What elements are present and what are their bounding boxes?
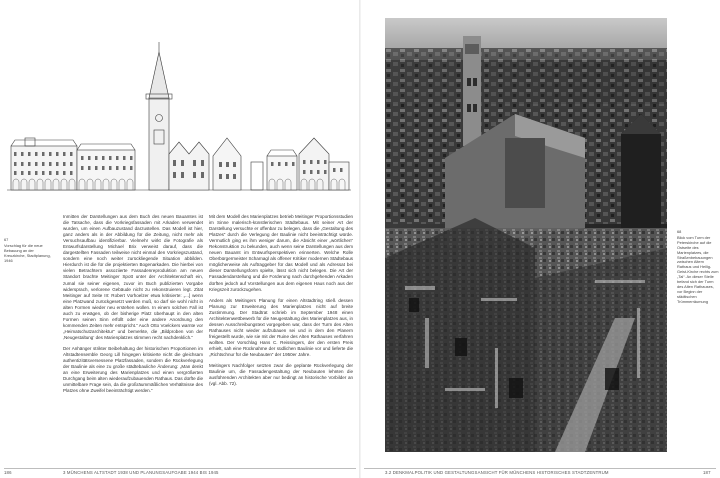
paragraph: Inmitten der Darstellungen aus dem Buch des neuen Bauamtes ist die Tatsache, dass die Vorkriegsfassaden mit Arkaden verwendet wurden, um einen Aufbauzustand darzustellen. Das Modell ist hier, ganz anders als in der Abbildung für die Zeitung, nicht mehr als Versuchsaufbau identifizierbar. Vielmehr wirkt die Fotografie als Entwurfsdarstellung Michael Brix verweist darauf, dass die dargestellten Fassaden teilweise nicht einmal den Vorkriegszustand, sondern eine noch weiter zurückliegende Situation abbilden. Hierdurch ist die für die projektierten Bogenarkaden. Die hierbei von vielen Betrachtern assoziierte Fassadenreproduktion am neuen Standort brachte Meitinger Spott unter der Architektenschaft ein, zumal sie seiner eigenen, zuvor im Buch publizierten Vorgabe widersprach, verlorene Gebäude nicht zu rekonstruieren legt. Zitat Meitinger auf Seite III: Robert Vorhoelzer etwa kritisierte: „...] wenn eine Platzwand zurückgesetzt werden muß, so darf sie wohl nicht in alten Formen wieder neu erstehen wollen. In einem solchen Fall ist auch zu erwägen, ob der bisherige Platz überhaupt in den alten Formen seinen Sinn erfüllt oder eine andere Anordnung den kommenden Zeiten mehr entspricht.“ Auch Otto Voelckers warnte vor „Heimatschutzarchitektur“ und bemerkte, die „Bildproben von der ‚Neugestaltung‘ des Marienplatzes stimmen recht nachdenklich.“ [63, 214, 203, 340]
figure-number-left: 67 [4, 237, 9, 242]
running-footer-right: 3.2 DENKMALPOLITIK UND GESTALTUNGSANSICHT FÜR MÜNCHENS HISTORISCHES STADTZENTRUM [385, 470, 609, 475]
paragraph: Mit dem Modell des Marienplatzes betrieb Meitinger Proportionsstudien im Sinne malerisch-künstlerischen Städtebaus. Mit seiner Art der Darstellung versuchte er offenbar zu belegen, dass die „Gestaltung des Platzes“ durch die Verlegung der Baulinie nicht beeinträchtigt würde. Vermutlich ging es ihm weniger darum, die Absicht einer „wörtlichen“ Rekonstruktion zu bekunden, auch wenn seine Darstellungen aus dem neuen Bauamt im Entwurfsperspektiven erinnerten. Welche Rolle Oberbürgermeister Scharnagl als offener Kritiker modernen Städtebaus möglicherweise als Auftraggeber für das Modell und als Adressat bei dieser Darstellungsform spielte, lässt sich nicht belegen. Die Art der Fassadendarstellung und die Forderung nach durchgehenden Arkaden dürften jedoch auf Vorstellungen aus dem eigenen Haus noch aus der Kriegszeit zurückzugehen. [209, 214, 353, 292]
page-number-left: 186 [4, 470, 12, 475]
figure-caption-left-text: Vorschlag für die neue Bebauung an der Kreuzkirche, Stadtplanung, 1946 [4, 242, 51, 263]
book-gutter [359, 0, 361, 478]
figure-caption-right-text: Blick vom Turm der Peterskirche auf die Ostseite des Marienplatzes, die Straßenbebauungen zwischen Altem Rathaus und Heilig-Geist-Kirche rechts zum „Tal“. An dieser Stelle befand sich der Turm des Alten Rathauses, vor Beginn der städtischen Trümmerräumung [677, 234, 719, 304]
figure-caption-right [677, 230, 719, 305]
text-column-2 [209, 214, 353, 392]
footer-rule-left [4, 468, 356, 469]
paragraph: Meitingers Nachfolger setzten zwar die geplante Rückverlegung der Baulinie um, die Fassadengestaltung der Neubauten lehnten die ausführenden Architekten aber nur bedingt an historische Vorbilder an (vgl. Abb. 72). [209, 363, 353, 387]
running-footer-left: 3 MÜNCHENS ALTSTADT 1938 UND PLANUNGSAUFGABE 1944 BIS 1945 [63, 470, 219, 475]
aerial-photograph [385, 18, 667, 452]
paragraph: Der Anhänger strikter Beibehaltung der historischen Proportionen im Altstadtensemble Georg Lill hingegen kritisierte nicht die gleichsam authentizitätsversessene Platzfassaden, sondern die Rückverlegung der Baulinie als eine zu große städtebauliche Änderung: „Man denkt an eine Erweiterung des Marienplatzes und einen vergrößerten Durchgang beim alten wiederaufzubauenden Rathaus. Das dürfte die unmittelbare Frage sein, da die großräummäßlichen Verhältnisse des Platzes ohne Zweifel beeinträchtigt werden.“ [63, 345, 203, 394]
text-column-1 [63, 214, 203, 399]
architectural-drawing [5, 38, 355, 196]
page-number-right: 187 [703, 470, 711, 475]
paragraph: Anders als Meitingers Planung für einen Altstadtring stieß dessen Planung zur Erweiterung des Marienplatzes nicht auf breite Zustimmung. Der Stadtrat schrieb im September 1948 einen Architektenwettbewerb für die Neugestaltung des Marienplatzes aus, in dessen Ausschreibungstext vorgegeben war, dass der Turm des Alten Rathauses nicht wieder aufzubauen sei und in dem den Planern freigestellt wurde, wie sie mit der Ruine des Alten Rathauses verfahren wollten. Der Vorschlag Hans C. Reissingers, der den ersten Preis erhielt, sah eine Rücknahme der südlichen Baulinie vor und lieferte die „Richtschnur für die Neubauten“ der 1950er Jahre. [209, 297, 353, 358]
footer-rule-right [364, 468, 716, 469]
figure-number-right: 68 [677, 229, 682, 234]
figure-caption-left [4, 238, 56, 264]
